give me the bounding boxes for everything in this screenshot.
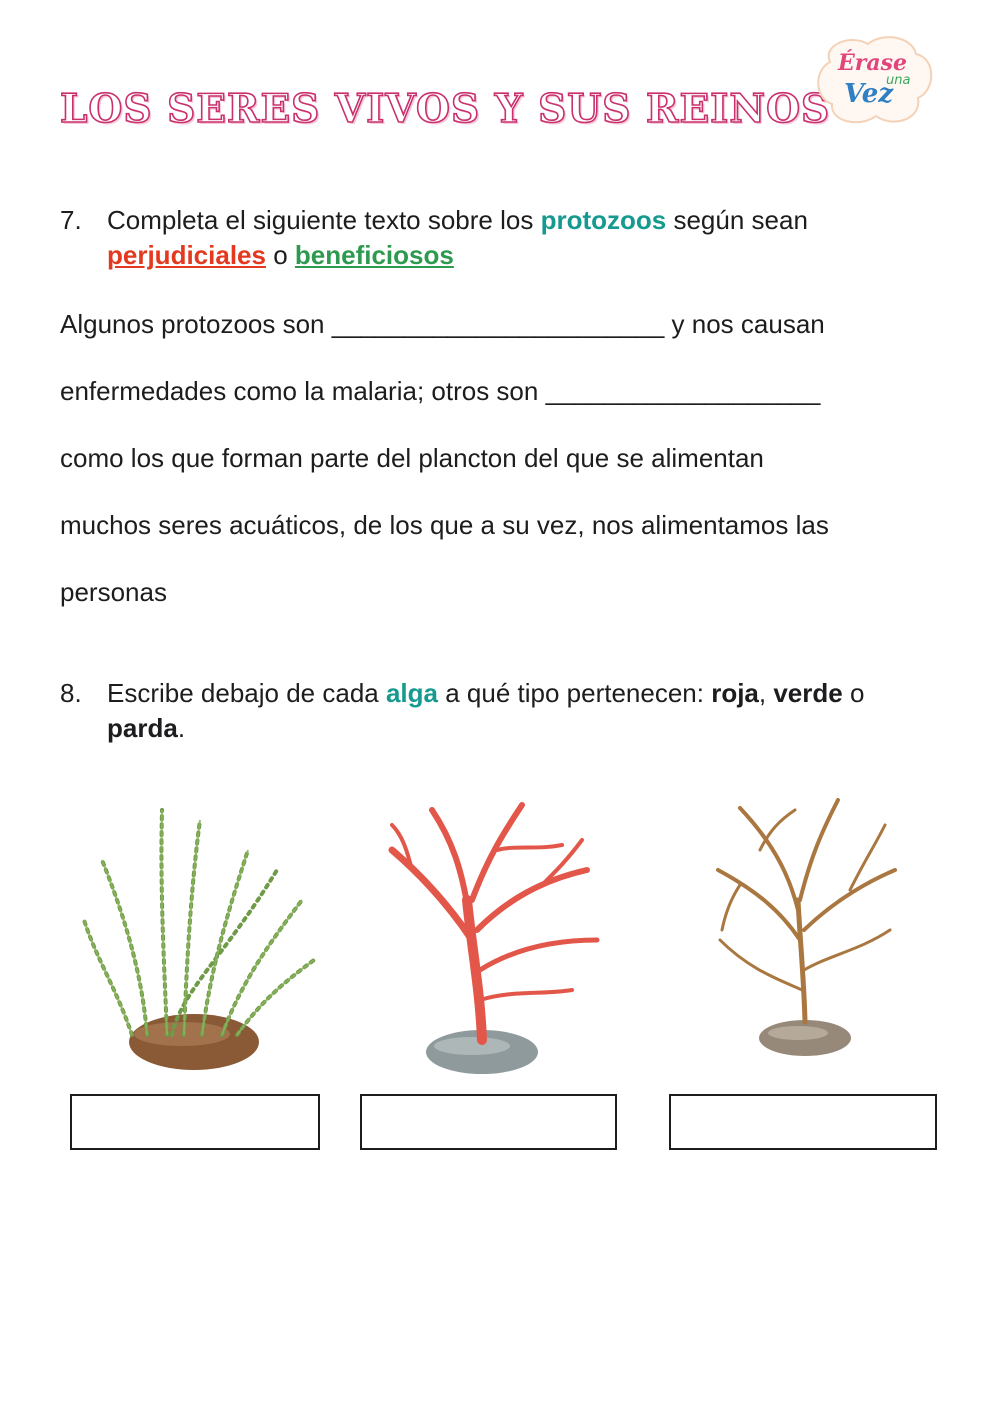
paragraph-line-4: muchos seres acuáticos, de los que a su vez, nos alimentamos las (60, 510, 829, 540)
keyword-alga: alga (385, 678, 438, 708)
green-alga-image (72, 790, 322, 1080)
logo-line-3: Vez (844, 79, 894, 109)
brown-alga-image (700, 790, 910, 1080)
question-number: 7. (60, 205, 82, 235)
question-text (107, 676, 940, 746)
paragraph-line-2: enfermedades como la malaria; otros son ___________________ (60, 376, 821, 406)
option-roja: roja (711, 678, 759, 708)
q7-connector: o (265, 240, 295, 270)
option-parda: parda (107, 713, 178, 743)
answer-box-alga-3[interactable] (669, 1094, 937, 1150)
answer-box-alga-1[interactable] (70, 1094, 320, 1150)
q8-text-a: Escribe debajo de cada (107, 678, 386, 708)
question-text (107, 203, 940, 273)
q7-text-b: según sean (666, 205, 808, 235)
q8-or: o (842, 678, 865, 708)
question-8 (60, 676, 940, 746)
logo-line-1: Érase (838, 50, 907, 76)
question-number: 8. (60, 678, 82, 708)
page-title: LOS SERES VIVOS Y SUS REINOS (60, 86, 831, 132)
keyword-protozoos: protozoos (540, 205, 667, 235)
option-verde: verde (773, 678, 843, 708)
erase-una-vez-logo (812, 32, 936, 128)
q7-text-a: Completa el siguiente texto sobre los (107, 205, 541, 235)
paragraph-line-3: como los que forman parte del plancton del que se alimentan (60, 443, 764, 473)
option-beneficiosos: beneficiosos (294, 240, 454, 270)
paragraph-line-5: personas (60, 577, 167, 607)
option-perjudiciales: perjudiciales (107, 240, 266, 270)
red-alga-image (372, 790, 612, 1080)
paragraph-line-1: Algunos protozoos son _______________________ y nos causan (60, 309, 825, 339)
q8-text-b: a qué tipo pertenecen: (438, 678, 712, 708)
q8-end: . (177, 713, 186, 743)
q8-comma: , (758, 678, 774, 708)
logo-line-2: una (886, 73, 911, 88)
question-7 (60, 203, 940, 273)
answer-box-alga-2[interactable] (360, 1094, 617, 1150)
